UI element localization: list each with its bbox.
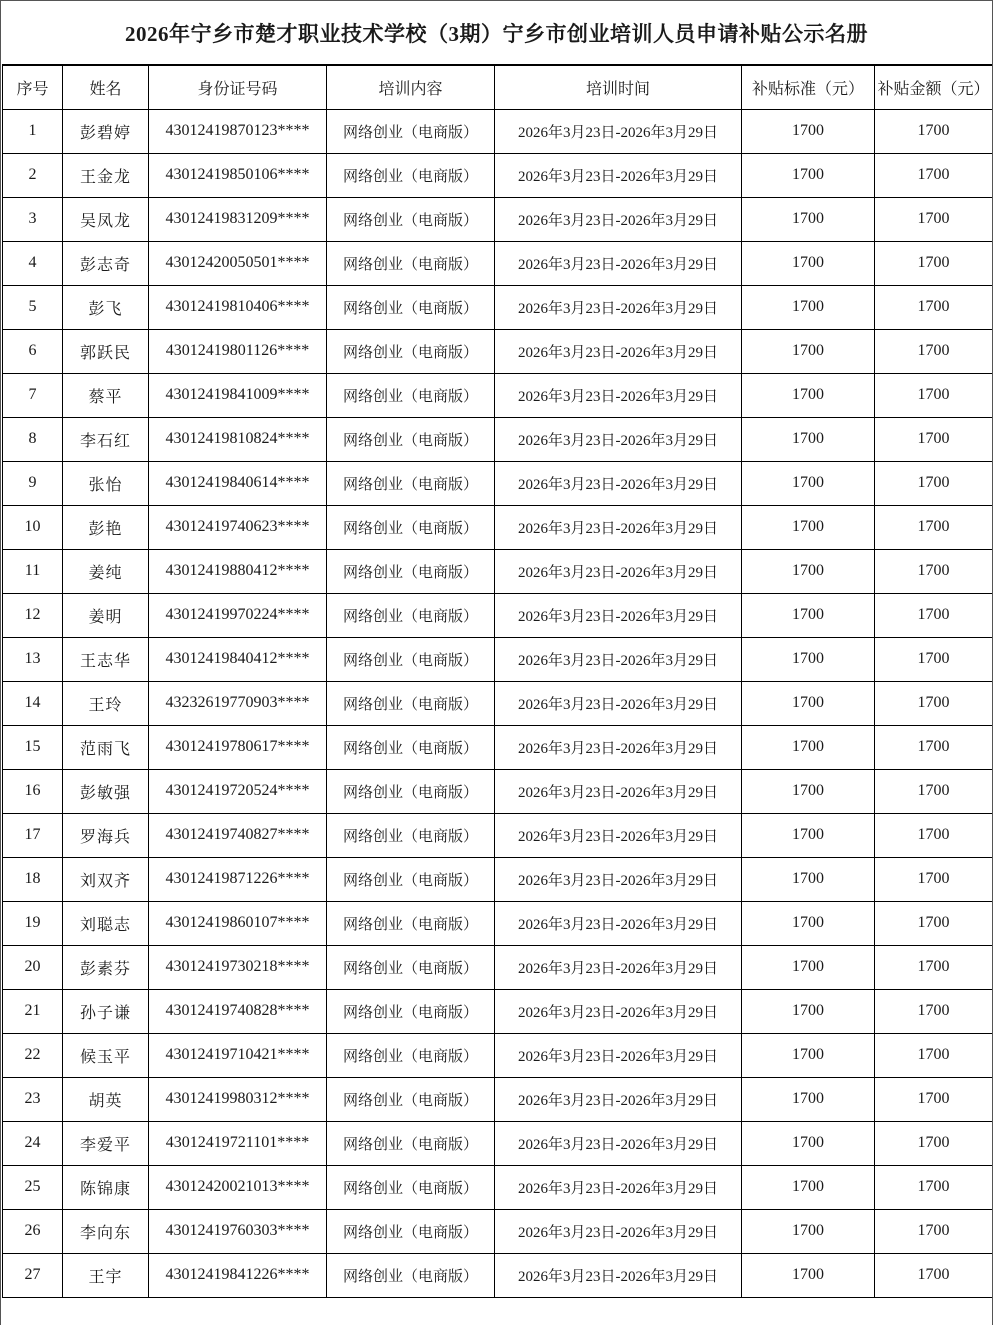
table-row: [3, 1209, 993, 1253]
cell-subsidy-standard: 1700: [742, 461, 875, 505]
table-header: [3, 65, 993, 109]
cell-name: 张怡: [63, 461, 149, 505]
cell-name: 刘双齐: [63, 857, 149, 901]
cell-training-content: 网络创业（电商版）: [327, 813, 495, 857]
cell-id-number: 43012419760303****: [149, 1209, 327, 1253]
table-row: [3, 681, 993, 725]
cell-subsidy-amount: 1700: [875, 417, 993, 461]
cell-training-time: 2026年3月23日-2026年3月29日: [495, 681, 742, 725]
cell-subsidy-standard: 1700: [742, 1121, 875, 1165]
cell-training-time: 2026年3月23日-2026年3月29日: [495, 1033, 742, 1077]
cell-training-time: 2026年3月23日-2026年3月29日: [495, 153, 742, 197]
cell-training-content: 网络创业（电商版）: [327, 373, 495, 417]
cell-training-content: 网络创业（电商版）: [327, 901, 495, 945]
cell-training-time: 2026年3月23日-2026年3月29日: [495, 373, 742, 417]
cell-subsidy-standard: 1700: [742, 329, 875, 373]
cell-training-content: 网络创业（电商版）: [327, 241, 495, 285]
cell-name: 李石红: [63, 417, 149, 461]
cell-subsidy-standard: 1700: [742, 989, 875, 1033]
cell-subsidy-amount: 1700: [875, 285, 993, 329]
cell-training-content: 网络创业（电商版）: [327, 769, 495, 813]
cell-subsidy-amount: 1700: [875, 241, 993, 285]
cell-index: 17: [3, 813, 63, 857]
cell-id-number: 43012419810824****: [149, 417, 327, 461]
cell-training-content: 网络创业（电商版）: [327, 549, 495, 593]
cell-subsidy-standard: 1700: [742, 417, 875, 461]
cell-index: 4: [3, 241, 63, 285]
cell-training-content: 网络创业（电商版）: [327, 989, 495, 1033]
header-cell-5: 补贴标准（元）: [742, 65, 875, 109]
cell-name: 彭敏强: [63, 769, 149, 813]
cell-subsidy-standard: 1700: [742, 373, 875, 417]
cell-subsidy-standard: 1700: [742, 857, 875, 901]
cell-index: 25: [3, 1165, 63, 1209]
cell-subsidy-standard: 1700: [742, 505, 875, 549]
cell-name: 蔡平: [63, 373, 149, 417]
cell-id-number: 43232619770903****: [149, 681, 327, 725]
cell-index: 10: [3, 505, 63, 549]
cell-training-time: 2026年3月23日-2026年3月29日: [495, 593, 742, 637]
cell-name: 彭艳: [63, 505, 149, 549]
table-row: [3, 1253, 993, 1297]
cell-subsidy-amount: 1700: [875, 857, 993, 901]
cell-training-content: 网络创业（电商版）: [327, 725, 495, 769]
table-row: [3, 461, 993, 505]
cell-index: 21: [3, 989, 63, 1033]
table-row: [3, 901, 993, 945]
cell-id-number: 43012419860107****: [149, 901, 327, 945]
cell-training-time: 2026年3月23日-2026年3月29日: [495, 241, 742, 285]
cell-training-time: 2026年3月23日-2026年3月29日: [495, 637, 742, 681]
table-body: [3, 109, 993, 1297]
cell-subsidy-amount: 1700: [875, 109, 993, 153]
cell-name: 王玲: [63, 681, 149, 725]
cell-training-time: 2026年3月23日-2026年3月29日: [495, 505, 742, 549]
cell-id-number: 43012419740623****: [149, 505, 327, 549]
cell-training-time: 2026年3月23日-2026年3月29日: [495, 197, 742, 241]
cell-name: 刘聪志: [63, 901, 149, 945]
cell-subsidy-standard: 1700: [742, 1253, 875, 1297]
cell-subsidy-amount: 1700: [875, 1077, 993, 1121]
cell-id-number: 43012419870123****: [149, 109, 327, 153]
cell-id-number: 43012419810406****: [149, 285, 327, 329]
cell-index: 2: [3, 153, 63, 197]
cell-name: 王志华: [63, 637, 149, 681]
cell-subsidy-standard: 1700: [742, 681, 875, 725]
table-row: [3, 241, 993, 285]
cell-id-number: 43012419841226****: [149, 1253, 327, 1297]
cell-training-content: 网络创业（电商版）: [327, 637, 495, 681]
cell-subsidy-standard: 1700: [742, 153, 875, 197]
cell-index: 27: [3, 1253, 63, 1297]
cell-subsidy-amount: 1700: [875, 1253, 993, 1297]
cell-subsidy-amount: 1700: [875, 1033, 993, 1077]
cell-subsidy-standard: 1700: [742, 637, 875, 681]
table-row: [3, 989, 993, 1033]
cell-subsidy-amount: 1700: [875, 945, 993, 989]
header-cell-4: 培训时间: [495, 65, 742, 109]
cell-name: 彭素芬: [63, 945, 149, 989]
cell-subsidy-standard: 1700: [742, 1209, 875, 1253]
header-cell-1: 姓名: [63, 65, 149, 109]
cell-subsidy-standard: 1700: [742, 197, 875, 241]
cell-subsidy-amount: 1700: [875, 1165, 993, 1209]
cell-name: 王宇: [63, 1253, 149, 1297]
cell-id-number: 43012419850106****: [149, 153, 327, 197]
table-row: [3, 505, 993, 549]
cell-training-content: 网络创业（电商版）: [327, 461, 495, 505]
cell-training-time: 2026年3月23日-2026年3月29日: [495, 901, 742, 945]
cell-subsidy-amount: 1700: [875, 549, 993, 593]
cell-subsidy-amount: 1700: [875, 813, 993, 857]
cell-name: 李向东: [63, 1209, 149, 1253]
cell-index: 8: [3, 417, 63, 461]
cell-index: 15: [3, 725, 63, 769]
table-row: [3, 1033, 993, 1077]
cell-id-number: 43012419740828****: [149, 989, 327, 1033]
cell-subsidy-amount: 1700: [875, 153, 993, 197]
cell-id-number: 43012419740827****: [149, 813, 327, 857]
cell-id-number: 43012419721101****: [149, 1121, 327, 1165]
cell-index: 5: [3, 285, 63, 329]
cell-subsidy-amount: 1700: [875, 505, 993, 549]
table-row: [3, 637, 993, 681]
table-row: [3, 285, 993, 329]
cell-subsidy-amount: 1700: [875, 1121, 993, 1165]
cell-id-number: 43012419871226****: [149, 857, 327, 901]
cell-training-content: 网络创业（电商版）: [327, 1165, 495, 1209]
cell-training-time: 2026年3月23日-2026年3月29日: [495, 945, 742, 989]
table-row: [3, 1077, 993, 1121]
cell-index: 13: [3, 637, 63, 681]
cell-training-time: 2026年3月23日-2026年3月29日: [495, 1077, 742, 1121]
cell-training-content: 网络创业（电商版）: [327, 857, 495, 901]
cell-training-content: 网络创业（电商版）: [327, 1077, 495, 1121]
cell-name: 候玉平: [63, 1033, 149, 1077]
cell-training-content: 网络创业（电商版）: [327, 1209, 495, 1253]
cell-subsidy-standard: 1700: [742, 1033, 875, 1077]
cell-name: 姜明: [63, 593, 149, 637]
cell-subsidy-amount: 1700: [875, 989, 993, 1033]
cell-index: 24: [3, 1121, 63, 1165]
cell-id-number: 43012419980312****: [149, 1077, 327, 1121]
cell-index: 7: [3, 373, 63, 417]
table-row: [3, 109, 993, 153]
cell-training-content: 网络创业（电商版）: [327, 593, 495, 637]
cell-training-content: 网络创业（电商版）: [327, 945, 495, 989]
cell-training-time: 2026年3月23日-2026年3月29日: [495, 769, 742, 813]
cell-name: 王金龙: [63, 153, 149, 197]
cell-index: 23: [3, 1077, 63, 1121]
cell-index: 22: [3, 1033, 63, 1077]
table-row: [3, 813, 993, 857]
cell-name: 彭志奇: [63, 241, 149, 285]
subsidy-roster-table: [2, 64, 993, 1298]
cell-training-time: 2026年3月23日-2026年3月29日: [495, 857, 742, 901]
table-row: [3, 197, 993, 241]
cell-index: 9: [3, 461, 63, 505]
table-row: [3, 373, 993, 417]
cell-training-time: 2026年3月23日-2026年3月29日: [495, 1209, 742, 1253]
cell-id-number: 43012419730218****: [149, 945, 327, 989]
cell-name: 罗海兵: [63, 813, 149, 857]
cell-id-number: 43012419801126****: [149, 329, 327, 373]
cell-id-number: 43012419880412****: [149, 549, 327, 593]
cell-name: 郭跃民: [63, 329, 149, 373]
page-title-bar: [1, 1, 992, 64]
cell-training-time: 2026年3月23日-2026年3月29日: [495, 1165, 742, 1209]
cell-training-content: 网络创业（电商版）: [327, 417, 495, 461]
table-row: [3, 417, 993, 461]
cell-subsidy-amount: 1700: [875, 593, 993, 637]
cell-subsidy-standard: 1700: [742, 901, 875, 945]
cell-subsidy-standard: 1700: [742, 769, 875, 813]
cell-id-number: 43012419841009****: [149, 373, 327, 417]
cell-training-time: 2026年3月23日-2026年3月29日: [495, 725, 742, 769]
cell-name: 彭碧婷: [63, 109, 149, 153]
header-cell-0: 序号: [3, 65, 63, 109]
cell-id-number: 43012419840412****: [149, 637, 327, 681]
cell-subsidy-amount: 1700: [875, 329, 993, 373]
cell-id-number: 43012419780617****: [149, 725, 327, 769]
cell-index: 26: [3, 1209, 63, 1253]
header-cell-2: 身份证号码: [149, 65, 327, 109]
cell-subsidy-standard: 1700: [742, 813, 875, 857]
cell-training-content: 网络创业（电商版）: [327, 329, 495, 373]
cell-index: 20: [3, 945, 63, 989]
cell-subsidy-standard: 1700: [742, 1077, 875, 1121]
cell-index: 16: [3, 769, 63, 813]
cell-index: 14: [3, 681, 63, 725]
cell-training-content: 网络创业（电商版）: [327, 1033, 495, 1077]
cell-name: 陈锦康: [63, 1165, 149, 1209]
cell-training-time: 2026年3月23日-2026年3月29日: [495, 461, 742, 505]
header-cell-3: 培训内容: [327, 65, 495, 109]
table-row: [3, 593, 993, 637]
cell-subsidy-amount: 1700: [875, 373, 993, 417]
table-row: [3, 1165, 993, 1209]
cell-training-content: 网络创业（电商版）: [327, 505, 495, 549]
table-row: [3, 1121, 993, 1165]
cell-name: 胡英: [63, 1077, 149, 1121]
cell-id-number: 43012419720524****: [149, 769, 327, 813]
cell-training-time: 2026年3月23日-2026年3月29日: [495, 1253, 742, 1297]
cell-id-number: 43012419710421****: [149, 1033, 327, 1077]
cell-training-time: 2026年3月23日-2026年3月29日: [495, 109, 742, 153]
table-row: [3, 945, 993, 989]
cell-index: 11: [3, 549, 63, 593]
cell-subsidy-standard: 1700: [742, 945, 875, 989]
cell-training-time: 2026年3月23日-2026年3月29日: [495, 989, 742, 1033]
cell-training-content: 网络创业（电商版）: [327, 109, 495, 153]
cell-training-time: 2026年3月23日-2026年3月29日: [495, 813, 742, 857]
cell-name: 范雨飞: [63, 725, 149, 769]
table-row: [3, 549, 993, 593]
cell-name: 彭飞: [63, 285, 149, 329]
header-cell-6: 补贴金额（元）: [875, 65, 993, 109]
cell-subsidy-standard: 1700: [742, 593, 875, 637]
cell-index: 12: [3, 593, 63, 637]
cell-training-content: 网络创业（电商版）: [327, 153, 495, 197]
cell-training-time: 2026年3月23日-2026年3月29日: [495, 549, 742, 593]
cell-subsidy-standard: 1700: [742, 549, 875, 593]
cell-subsidy-amount: 1700: [875, 637, 993, 681]
cell-subsidy-standard: 1700: [742, 1165, 875, 1209]
cell-name: 吴凤龙: [63, 197, 149, 241]
header-row: [3, 65, 993, 109]
cell-name: 李爱平: [63, 1121, 149, 1165]
cell-index: 3: [3, 197, 63, 241]
cell-subsidy-standard: 1700: [742, 285, 875, 329]
cell-training-time: 2026年3月23日-2026年3月29日: [495, 417, 742, 461]
cell-training-content: 网络创业（电商版）: [327, 681, 495, 725]
cell-training-content: 网络创业（电商版）: [327, 1253, 495, 1297]
cell-id-number: 43012419831209****: [149, 197, 327, 241]
cell-subsidy-standard: 1700: [742, 725, 875, 769]
cell-index: 1: [3, 109, 63, 153]
cell-subsidy-amount: 1700: [875, 681, 993, 725]
cell-index: 19: [3, 901, 63, 945]
page-title: 2026年宁乡市楚才职业技术学校（3期）宁乡市创业培训人员申请补贴公示名册: [125, 21, 868, 46]
table-row: [3, 329, 993, 373]
cell-subsidy-amount: 1700: [875, 461, 993, 505]
table-row: [3, 857, 993, 901]
cell-subsidy-amount: 1700: [875, 769, 993, 813]
table-row: [3, 725, 993, 769]
cell-name: 姜纯: [63, 549, 149, 593]
cell-training-content: 网络创业（电商版）: [327, 285, 495, 329]
table-row: [3, 153, 993, 197]
cell-training-content: 网络创业（电商版）: [327, 1121, 495, 1165]
cell-subsidy-amount: 1700: [875, 725, 993, 769]
cell-id-number: 43012420021013****: [149, 1165, 327, 1209]
cell-name: 孙子谦: [63, 989, 149, 1033]
cell-subsidy-standard: 1700: [742, 241, 875, 285]
cell-subsidy-amount: 1700: [875, 1209, 993, 1253]
cell-training-content: 网络创业（电商版）: [327, 197, 495, 241]
cell-subsidy-standard: 1700: [742, 109, 875, 153]
cell-subsidy-amount: 1700: [875, 901, 993, 945]
cell-id-number: 43012420050501****: [149, 241, 327, 285]
cell-index: 6: [3, 329, 63, 373]
cell-id-number: 43012419840614****: [149, 461, 327, 505]
cell-index: 18: [3, 857, 63, 901]
cell-training-time: 2026年3月23日-2026年3月29日: [495, 329, 742, 373]
cell-training-time: 2026年3月23日-2026年3月29日: [495, 1121, 742, 1165]
cell-id-number: 43012419970224****: [149, 593, 327, 637]
table-row: [3, 769, 993, 813]
cell-subsidy-amount: 1700: [875, 197, 993, 241]
cell-training-time: 2026年3月23日-2026年3月29日: [495, 285, 742, 329]
